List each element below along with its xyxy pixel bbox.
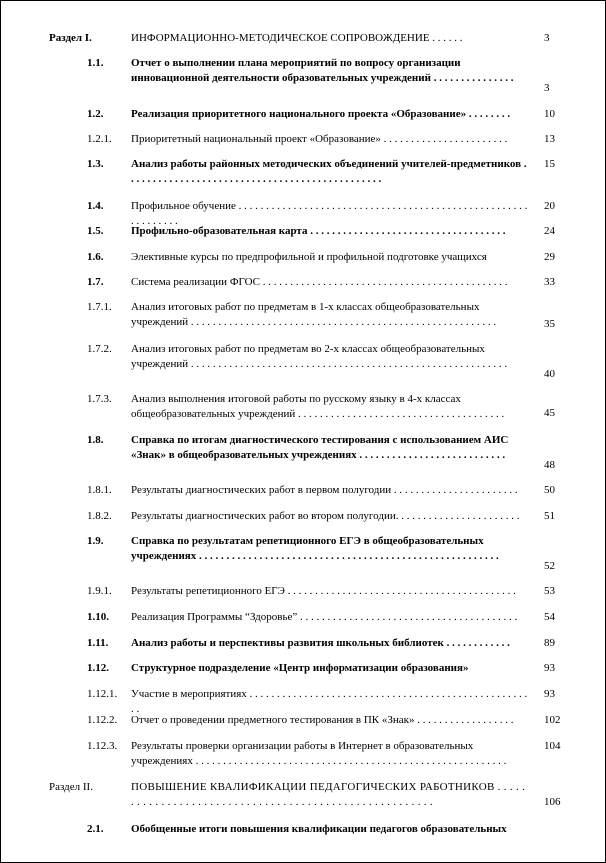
toc-page: 48 [544, 459, 555, 471]
toc-number: 1.7.2. [87, 343, 112, 355]
toc-number: 1.9. [87, 535, 104, 547]
toc-number: 1.12. [87, 662, 109, 674]
toc-title: Анализ работы и перспективы развития школьных библиотек . . . . . . . . . . . . [131, 637, 510, 649]
toc-page: 45 [544, 407, 555, 419]
toc-number: 1.6. [87, 251, 104, 263]
toc-title: Анализ работы районных методических объединений учителей-предметников . . . . . . . . . . . . . . . . . . . . . . . . . . . . . . . . . . . . . . . . . . . . . . . [131, 158, 527, 185]
toc-title: Отчет о выполнении плана мероприятий по вопросу организации инновационной деятельности образовательных учреждений . . . . . . . . . . . . . . . [131, 57, 514, 84]
toc-title: Анализ итоговых работ по предметам во 2-х классах общеобразовательных учреждений . . . . . . . . . . . . . . . . . . . . . . . . . . . . . . . . . . . . . . . . . . . . . . . . . . . . . . . . . . [131, 343, 508, 370]
toc-title: Результаты репетиционного ЕГЭ . . . . . . . . . . . . . . . . . . . . . . . . . . . . . . . . . . . . . . . . . . [131, 585, 516, 597]
toc-number: 1.7. [87, 276, 104, 288]
toc-page: 50 [544, 484, 555, 496]
toc-number: 1.8. [87, 434, 104, 446]
toc-number: 1.2. [87, 108, 104, 120]
toc-number: 1.3. [87, 158, 104, 170]
toc-number: 1.12.1. [87, 688, 118, 700]
toc-title: Система реализации ФГОС . . . . . . . . . . . . . . . . . . . . . . . . . . . . . . . . . . . . . . . . . . . . . [131, 276, 508, 288]
toc-number: 1.7.1. [87, 301, 112, 313]
table-of-contents [1, 1, 605, 862]
toc-title: Участие в мероприятиях . . . . . . . . . . . . . . . . . . . . . . . . . . . . . . . . . . . . . . . . . . . . . . . . . . . . . [131, 688, 528, 715]
toc-title: ИНФОРМАЦИОННО-МЕТОДИЧЕСКОЕ СОПРОВОЖДЕНИЕ . . . . . . [131, 32, 463, 44]
toc-page: 15 [544, 158, 555, 170]
toc-number: 1.10. [87, 611, 109, 623]
toc-title: Реализация приоритетного национального проекта «Образование» . . . . . . . . [131, 108, 511, 120]
toc-title: Результаты диагностических работ в первом полугодии . . . . . . . . . . . . . . . . . . . . . . . [131, 484, 518, 496]
toc-page: 3 [544, 82, 550, 94]
toc-number: 1.2.1. [87, 133, 112, 145]
toc-title: Справка по результатам репетиционного ЕГЭ в общеобразовательных учреждениях . . . . . . . . . . . . . . . . . . . . . . . . . . . . . . . . . . . . . . . . . . . . . . . . . . . . . . . [131, 535, 499, 562]
toc-page: 54 [544, 611, 555, 623]
toc-title: Результаты диагностических работ во втором полугодии. . . . . . . . . . . . . . . . . . . . . . . [131, 510, 520, 522]
toc-page: 20 [544, 200, 555, 212]
toc-title: Справка по итогам диагностического тестирования с использованием АИС «Знак» в общеобразовательных учреждениях . . . . . . . . . . . . . . . . . . . . . . . . . . . [131, 434, 509, 461]
toc-page: 10 [544, 108, 555, 120]
toc-number: 1.9.1. [87, 585, 112, 597]
toc-number: 2.1. [87, 823, 104, 835]
toc-page: 35 [544, 318, 555, 330]
toc-number: 1.1. [87, 57, 104, 69]
toc-page: 93 [544, 688, 555, 700]
toc-page: 53 [544, 585, 555, 597]
toc-page: 104 [544, 740, 561, 752]
toc-page: 13 [544, 133, 555, 145]
toc-page: 40 [544, 368, 555, 380]
toc-title: Результаты проверки организации работы в Интернет в образовательных учреждениях . . . . . . . . . . . . . . . . . . . . . . . . . . . . . . . . . . . . . . . . . . . . . . . . . . . . . . . . . [131, 740, 507, 767]
toc-page: 89 [544, 637, 555, 649]
toc-title: Структурное подразделение «Центр информатизации образования» [131, 662, 469, 674]
toc-page: 52 [544, 560, 555, 572]
toc-title: Анализ выполнения итоговой работы по русскому языку в 4-х классах общеобразовательных учреждений . . . . . . . . . . . . . . . . . . . . . . . . . . . . . . . . . . . . . . [131, 393, 505, 420]
toc-number: 1.7.3. [87, 393, 112, 405]
toc-page: 3 [544, 32, 550, 44]
toc-number: 1.12.2. [87, 714, 118, 726]
toc-title: Отчет о проведении предметного тестирования в ПК «Знак» . . . . . . . . . . . . . . . . . . [131, 714, 514, 726]
toc-number: 1.11. [87, 637, 109, 649]
toc-number: 1.8.1. [87, 484, 112, 496]
toc-number: Раздел II. [49, 781, 93, 793]
toc-title: Обобщенные итоги повышения квалификации педагогов образовательных [131, 823, 507, 835]
toc-page: 51 [544, 510, 555, 522]
toc-page: 33 [544, 276, 555, 288]
toc-title: Профильное обучение . . . . . . . . . . . . . . . . . . . . . . . . . . . . . . . . . . . . . . . . . . . . . . . . . . . . . . . . . . . . . . [131, 200, 528, 227]
toc-title: ПОВЫШЕНИЕ КВАЛИФИКАЦИИ ПЕДАГОГИЧЕСКИХ РАБОТНИКОВ . . . . . . . . . . . . . . . . . . . . . . . . . . . . . . . . . . . . . . . . . . . . . . . . . . . . . . . [131, 781, 526, 808]
toc-title: Элективные курсы по предпрофильной и профильной подготовке учащихся [131, 251, 487, 263]
toc-page: 24 [544, 225, 555, 237]
toc-title: Анализ итоговых работ по предметам в 1-х классах общеобразовательных учреждений . . . . . . . . . . . . . . . . . . . . . . . . . . . . . . . . . . . . . . . . . . . . . . . . . . . . . . . . [131, 301, 497, 328]
toc-title: Реализация Программы “Здоровье” . . . . . . . . . . . . . . . . . . . . . . . . . . . . . . . . . . . . . . . . [131, 611, 518, 623]
toc-page: 93 [544, 662, 555, 674]
toc-title: Профильно-образовательная карта . . . . . . . . . . . . . . . . . . . . . . . . . . . . . . . . . . . . [131, 225, 506, 237]
toc-number: Раздел I. [49, 32, 92, 44]
toc-number: 1.8.2. [87, 510, 112, 522]
toc-page: 29 [544, 251, 555, 263]
toc-number: 1.12.3. [87, 740, 118, 752]
toc-number: 1.4. [87, 200, 104, 212]
toc-title: Приоритетный национальный проект «Образование» . . . . . . . . . . . . . . . . . . . . . . . [131, 133, 508, 145]
toc-number: 1.5. [87, 225, 104, 237]
toc-page: 102 [544, 714, 561, 726]
toc-page: 106 [544, 796, 561, 808]
